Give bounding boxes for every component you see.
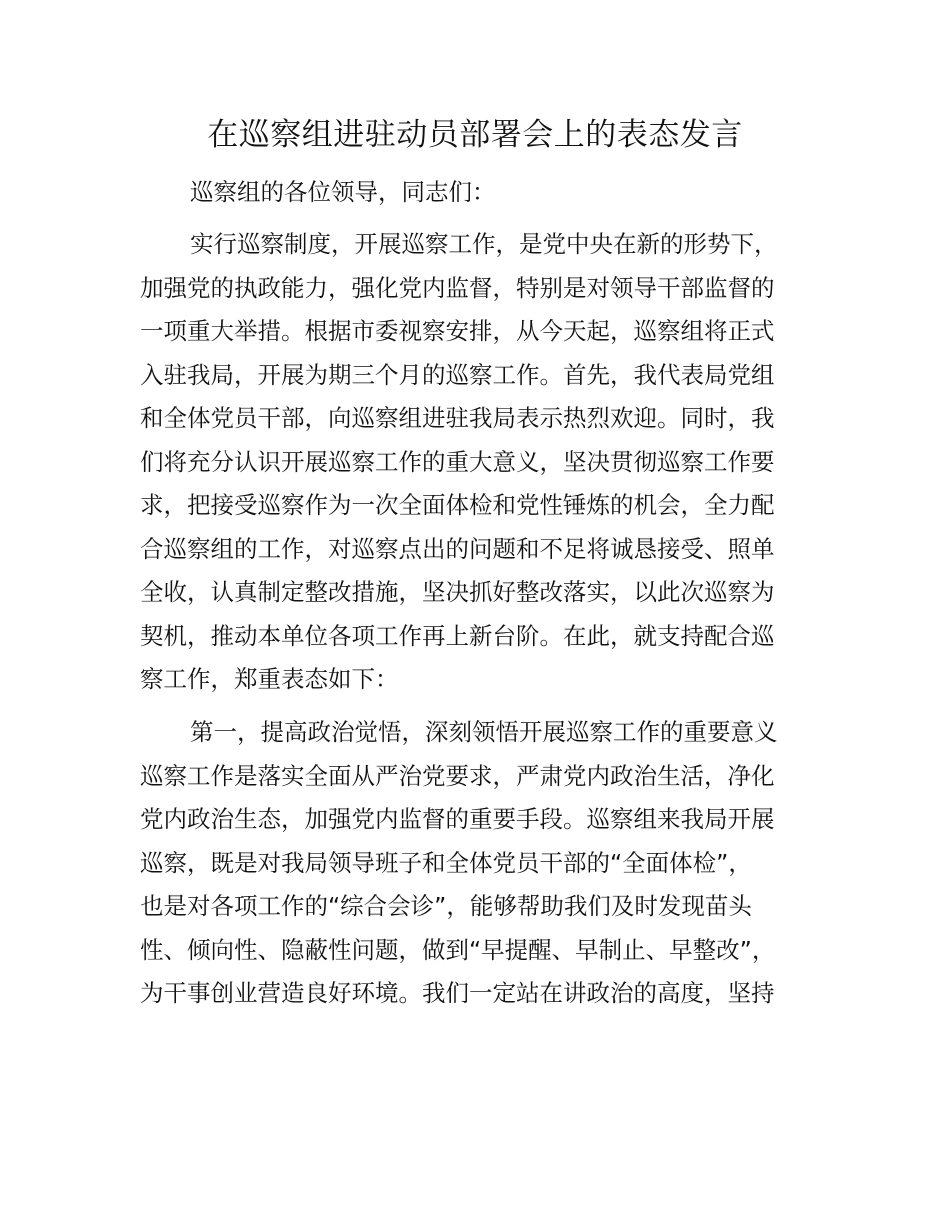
- paragraph-1-line: 们将充分认识开展巡察工作的重大意义，坚决贯彻巡察工作要: [140, 448, 775, 476]
- paragraph-1-line: 全收，认真制定整改措施，坚决抓好整改落实，以此次巡察为: [140, 578, 775, 606]
- paragraph-2-line: 为干事创业营造良好环境。我们一定站在讲政治的高度，坚持: [140, 979, 775, 1007]
- paragraph-1-line: 求，把接受巡察作为一次全面体检和党性锤炼的机会，全力配: [140, 491, 775, 519]
- paragraph-2-line: 也是对各项工作的“综合会诊”，能够帮助我们及时发现苗头: [140, 892, 752, 920]
- paragraph-2-line: 性、倾向性、隐蔽性问题，做到“早提醒、早制止、早整改”，: [140, 936, 776, 964]
- paragraph-1-line: 合巡察组的工作，对巡察点出的问题和不足将诚恳接受、照单: [140, 535, 775, 563]
- paragraph-1-line: 入驻我局，开展为期三个月的巡察工作。首先，我代表局党组: [140, 361, 775, 389]
- paragraph-1-line: 加强党的执政能力，强化党内监督，特别是对领导干部监督的: [140, 274, 775, 302]
- document-title: 在巡察组进驻动员部署会上的表态发言: [207, 117, 743, 153]
- paragraph-1-line: 和全体党员干部，向巡察组进驻我局表示热烈欢迎。同时，我: [140, 404, 775, 432]
- paragraph-1-line: 察工作，郑重表态如下：: [140, 665, 399, 693]
- paragraph-1-line: 契机，推动本单位各项工作再上新台阶。在此，就支持配合巡: [140, 622, 775, 650]
- paragraph-2-line: 党内政治生态，加强党内监督的重要手段。巡察组来我局开展: [140, 805, 775, 833]
- salutation: 巡察组的各位领导，同志们：: [190, 178, 496, 206]
- paragraph-2-line: 第一，提高政治觉悟，深刻领悟开展巡察工作的重要意义: [190, 718, 778, 746]
- paragraph-2-line: 巡察工作是落实全面从严治党要求，严肃党内政治生活，净化: [140, 762, 775, 790]
- paragraph-1-line: 一项重大举措。根据市委视察安排，从今天起，巡察组将正式: [140, 317, 775, 345]
- paragraph-1-line: 实行巡察制度，开展巡察工作，是党中央在新的形势下，: [190, 230, 778, 258]
- paragraph-2-line: 巡察，既是对我局领导班子和全体党员干部的“全面体检”，: [140, 849, 752, 877]
